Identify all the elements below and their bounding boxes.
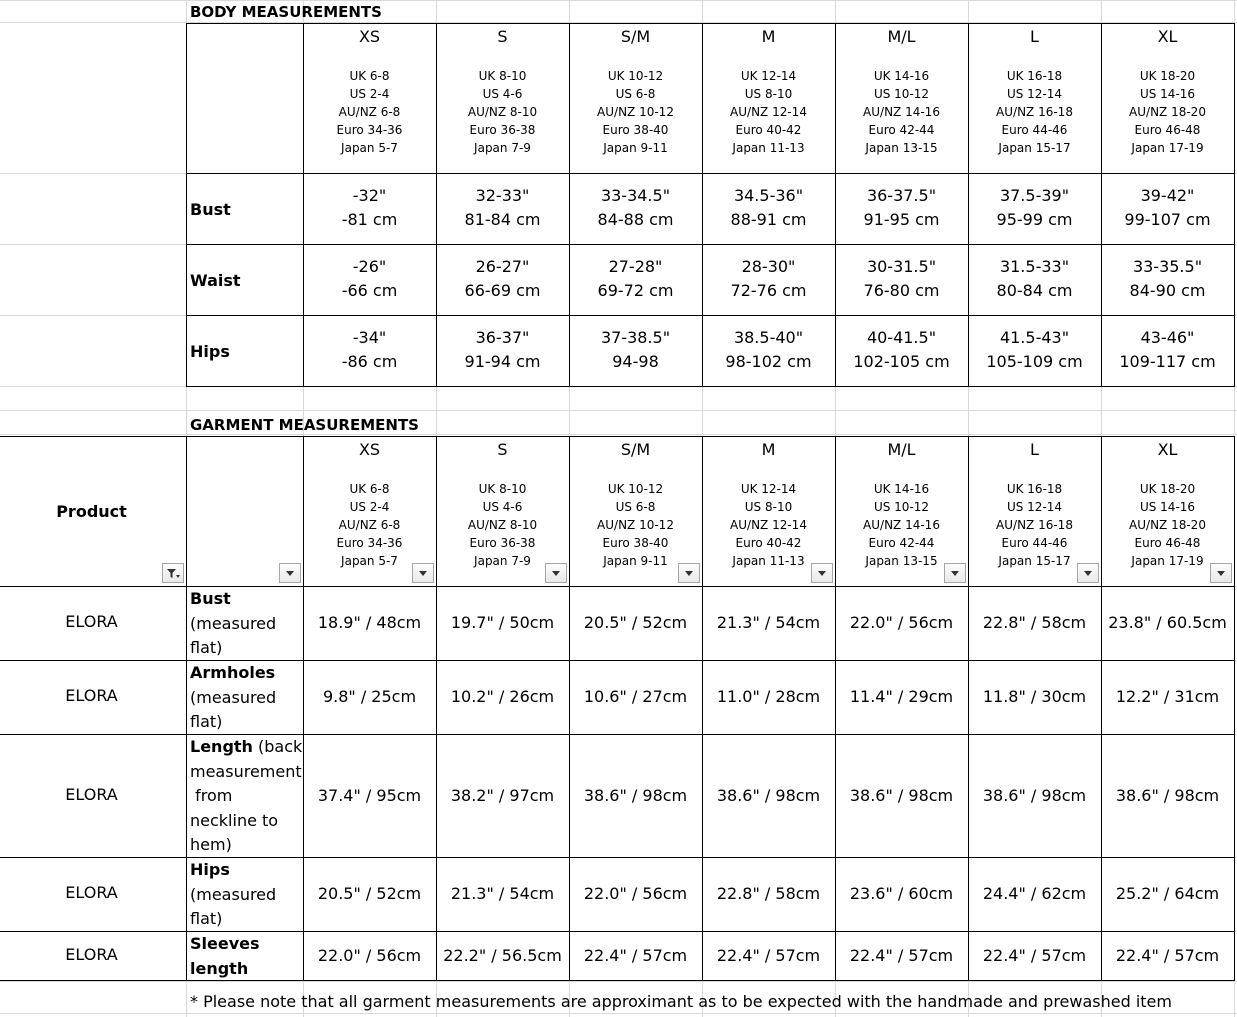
footnote: * Please note that all garment measurements are approximant as to be expected with the handmade and prewashed item: [190, 992, 1172, 1011]
size-name-s: S: [497, 27, 508, 46]
size-conversion: Japan 5-7: [341, 554, 398, 568]
garment-row-label: Bust (measured flat): [190, 589, 277, 657]
product-column-header: Product: [56, 502, 127, 521]
garment-measurement: 21.3" / 54cm: [450, 884, 555, 903]
body-section-title: BODY MEASUREMENTS: [190, 3, 382, 21]
dropdown-arrow-icon[interactable]: [1210, 563, 1232, 583]
measurement-inches: 41.5-43": [999, 328, 1070, 347]
size-conversion: Japan 5-7: [341, 141, 398, 155]
garment-measurement: 23.6" / 60cm: [849, 884, 954, 903]
size-conversion: Japan 7-9: [474, 554, 531, 568]
size-conversion: UK 12-14: [740, 482, 797, 496]
size-name-s-m: S/M: [620, 27, 651, 46]
measurement-inches: 32-33": [475, 186, 530, 205]
product-name: ELORA: [65, 686, 118, 705]
table-border: [186, 386, 1234, 387]
measurement-cm: 69-72 cm: [597, 281, 674, 300]
measurement-cm: -81 cm: [341, 210, 398, 229]
measurement-inches: 30-31.5": [866, 257, 937, 276]
size-conversion: AU/NZ 12-14: [730, 518, 807, 532]
measurement-inches: -26": [352, 257, 387, 276]
garment-measurement: 22.4" / 57cm: [583, 945, 688, 965]
size-conversion: AU/NZ 12-14: [730, 105, 807, 119]
size-conversion: UK 8-10: [478, 482, 527, 496]
measurement-inches: 37-38.5": [600, 328, 671, 347]
size-conversion: US 14-16: [1139, 87, 1196, 101]
size-conversion: US 2-4: [349, 500, 390, 514]
garment-row-label: Length (back measurement from neckline to hem): [190, 737, 303, 854]
measurement-cm: 84-88 cm: [597, 210, 674, 229]
dropdown-arrow-icon[interactable]: [412, 563, 434, 583]
size-conversion: Euro 42-44: [868, 536, 935, 550]
size-conversion: AU/NZ 14-16: [863, 105, 940, 119]
garment-measurement: 10.6" / 27cm: [583, 687, 688, 706]
size-conversion: UK 10-12: [607, 69, 664, 83]
product-name: ELORA: [65, 883, 118, 902]
size-conversion: AU/NZ 6-8: [338, 105, 401, 119]
size-conversion: Japan 9-11: [603, 141, 668, 155]
garment-measurement: 20.5" / 52cm: [317, 884, 422, 903]
dropdown-arrow-icon[interactable]: [545, 563, 567, 583]
garment-row-label: Armholes (measured flat): [190, 663, 277, 731]
size-conversion: Euro 38-40: [602, 123, 669, 137]
size-conversion: Euro 40-42: [735, 536, 802, 550]
size-conversion: US 12-14: [1006, 500, 1063, 514]
measurement-cm: 95-99 cm: [996, 210, 1073, 229]
measurement-cm: 88-91 cm: [730, 210, 807, 229]
garment-measurement: 22.4" / 57cm: [849, 945, 954, 965]
size-name-xs: XS: [358, 440, 381, 459]
garment-measurement: 22.8" / 58cm: [716, 884, 821, 903]
garment-measurement: 38.6" / 98cm: [716, 785, 821, 805]
measurement-inches: 36-37.5": [866, 186, 937, 205]
size-conversion: US 10-12: [873, 500, 930, 514]
garment-measurement: 38.6" / 98cm: [583, 785, 688, 805]
size-conversion: UK 12-14: [740, 69, 797, 83]
size-conversion: AU/NZ 18-20: [1129, 518, 1206, 532]
measurement-cm: 72-76 cm: [730, 281, 807, 300]
garment-measurement: 22.0" / 56cm: [583, 884, 688, 903]
measurement-inches: 36-37": [475, 328, 530, 347]
size-conversion: UK 16-18: [1006, 69, 1063, 83]
size-conversion: Euro 44-46: [1001, 123, 1068, 137]
dropdown-arrow-icon[interactable]: [678, 563, 700, 583]
table-border: [186, 173, 1234, 174]
size-conversion: US 6-8: [615, 500, 656, 514]
product-name: ELORA: [65, 612, 118, 631]
measurement-inches: -34": [352, 328, 387, 347]
size-conversion: Japan 11-13: [732, 141, 805, 155]
size-conversion: UK 14-16: [873, 69, 930, 83]
size-conversion: Japan 15-17: [998, 554, 1071, 568]
size-name-m-l: M/L: [887, 440, 916, 459]
table-border: [186, 315, 1234, 316]
table-border: [1234, 436, 1235, 981]
size-conversion: UK 10-12: [607, 482, 664, 496]
size-conversion: US 12-14: [1006, 87, 1063, 101]
measurement-inches: 31.5-33": [999, 257, 1070, 276]
measurement-cm: 99-107 cm: [1124, 210, 1211, 229]
garment-measurement: 11.8" / 30cm: [982, 687, 1087, 706]
garment-measurement: 22.4" / 57cm: [716, 945, 821, 965]
measurement-inches: 43-46": [1140, 328, 1195, 347]
garment-measurement: 21.3" / 54cm: [716, 613, 821, 632]
garment-measurement: 9.8" / 25cm: [322, 687, 417, 706]
product-name: ELORA: [65, 944, 118, 964]
measurement-cm: 84-90 cm: [1129, 281, 1206, 300]
size-conversion: Japan 13-15: [865, 141, 938, 155]
garment-measurement: 38.2" / 97cm: [450, 785, 555, 805]
dropdown-arrow-icon[interactable]: [944, 563, 966, 583]
size-conversion: AU/NZ 10-12: [597, 518, 674, 532]
size-conversion: US 8-10: [744, 500, 793, 514]
dropdown-arrow-icon[interactable]: [1077, 563, 1099, 583]
measurement-inches: -32": [352, 186, 387, 205]
garment-measurement: 38.6" / 98cm: [982, 785, 1087, 805]
size-conversion: AU/NZ 14-16: [863, 518, 940, 532]
measurement-cm: 98-102 cm: [725, 352, 812, 371]
measurement-inches: 26-27": [475, 257, 530, 276]
measurement-inches: 27-28": [608, 257, 663, 276]
measurement-inches: 33-34.5": [600, 186, 671, 205]
size-conversion: UK 6-8: [349, 69, 390, 83]
garment-section-title: GARMENT MEASUREMENTS: [190, 416, 419, 434]
size-conversion: US 10-12: [873, 87, 930, 101]
size-name-m: M: [761, 440, 776, 459]
garment-measurement: 11.0" / 28cm: [716, 687, 821, 706]
size-conversion: US 4-6: [482, 87, 523, 101]
funnel-filter-icon[interactable]: [162, 563, 184, 583]
size-conversion: Euro 46-48: [1134, 536, 1201, 550]
size-conversion: Japan 7-9: [474, 141, 531, 155]
measurement-cm: 102-105 cm: [853, 352, 950, 371]
table-border: [186, 23, 187, 387]
garment-measurement: 22.4" / 57cm: [982, 945, 1087, 965]
size-conversion: AU/NZ 8-10: [467, 518, 538, 532]
garment-measurement: 37.4" / 95cm: [317, 785, 422, 805]
measurement-cm: -86 cm: [341, 352, 398, 371]
size-conversion: UK 14-16: [873, 482, 930, 496]
size-conversion: UK 18-20: [1139, 69, 1196, 83]
size-conversion: AU/NZ 8-10: [467, 105, 538, 119]
size-name-xs: XS: [358, 27, 381, 46]
size-conversion: Euro 40-42: [735, 123, 802, 137]
table-border: [186, 244, 1234, 245]
size-conversion: Euro 36-38: [469, 536, 536, 550]
size-conversion: Euro 46-48: [1134, 123, 1201, 137]
size-conversion: US 6-8: [615, 87, 656, 101]
garment-measurement: 19.7" / 50cm: [450, 613, 555, 632]
measurement-cm: 105-109 cm: [986, 352, 1083, 371]
product-name: ELORA: [65, 784, 118, 804]
garment-measurement: 11.4" / 29cm: [849, 687, 954, 706]
garment-measurement: 22.0" / 56cm: [317, 945, 422, 965]
size-conversion: Japan 9-11: [603, 554, 668, 568]
size-name-s-m: S/M: [620, 440, 651, 459]
size-conversion: UK 18-20: [1139, 482, 1196, 496]
garment-row-label: Sleeves length: [190, 934, 260, 978]
garment-row-label: Hips (measured flat): [190, 860, 277, 928]
size-conversion: Japan 11-13: [732, 554, 805, 568]
measurement-cm: 76-80 cm: [863, 281, 940, 300]
measurement-inches: 34.5-36": [733, 186, 804, 205]
size-conversion: AU/NZ 6-8: [338, 518, 401, 532]
garment-measurement: 38.6" / 98cm: [849, 785, 954, 805]
gridline-horizontal: [0, 315, 186, 316]
garment-measurement: 24.4" / 62cm: [982, 884, 1087, 903]
size-conversion: US 2-4: [349, 87, 390, 101]
size-name-m-l: M/L: [887, 27, 916, 46]
row-label-bust: Bust: [190, 200, 231, 219]
size-conversion: Japan 17-19: [1131, 554, 1204, 568]
size-conversion: Japan 15-17: [998, 141, 1071, 155]
measurement-cm: 109-117 cm: [1119, 352, 1216, 371]
size-name-m: M: [761, 27, 776, 46]
gridline-horizontal: [0, 244, 186, 245]
row-label-waist: Waist: [190, 271, 241, 290]
size-name-l: L: [1030, 440, 1039, 459]
measurement-cm: 91-94 cm: [464, 352, 541, 371]
table-border: [186, 23, 1234, 24]
gridline-horizontal: [0, 173, 186, 174]
garment-measurement: 22.2" / 56.5cm: [443, 945, 562, 965]
size-conversion: AU/NZ 16-18: [996, 105, 1073, 119]
garment-measurement: 25.2" / 64cm: [1115, 884, 1220, 903]
garment-measurement: 20.5" / 52cm: [583, 613, 688, 632]
measurement-inches: 39-42": [1140, 186, 1195, 205]
garment-measurement: 10.2" / 26cm: [450, 687, 555, 706]
measurement-inches: 28-30": [741, 257, 796, 276]
garment-measurement: 38.6" / 98cm: [1115, 785, 1220, 805]
measurement-cm: -66 cm: [341, 281, 398, 300]
measurement-inches: 37.5-39": [999, 186, 1070, 205]
size-name-xl: XL: [1157, 440, 1178, 459]
size-conversion: US 8-10: [744, 87, 793, 101]
size-conversion: Euro 34-36: [336, 123, 403, 137]
measurement-cm: 94-98: [612, 352, 659, 371]
measurement-inches: 40-41.5": [866, 328, 937, 347]
measurement-cm: 91-95 cm: [863, 210, 940, 229]
size-conversion: US 4-6: [482, 500, 523, 514]
size-conversion: UK 6-8: [349, 482, 390, 496]
garment-measurement: 23.8" / 60.5cm: [1108, 613, 1227, 632]
garment-measurement: 12.2" / 31cm: [1115, 687, 1220, 706]
measurement-inches: 33-35.5": [1132, 257, 1203, 276]
size-conversion: Euro 44-46: [1001, 536, 1068, 550]
garment-measurement: 22.4" / 57cm: [1115, 945, 1220, 965]
measurement-cm: 81-84 cm: [464, 210, 541, 229]
dropdown-arrow-icon[interactable]: [279, 563, 301, 583]
size-conversion: Japan 17-19: [1131, 141, 1204, 155]
measurement-cm: 66-69 cm: [464, 281, 541, 300]
size-conversion: Euro 34-36: [336, 536, 403, 550]
size-name-s: S: [497, 440, 508, 459]
size-conversion: Euro 38-40: [602, 536, 669, 550]
garment-measurement: 22.0" / 56cm: [849, 613, 954, 632]
size-conversion: Euro 36-38: [469, 123, 536, 137]
size-conversion: Japan 13-15: [865, 554, 938, 568]
measurement-inches: 38.5-40": [733, 328, 804, 347]
row-label-hips: Hips: [190, 342, 230, 361]
size-conversion: UK 16-18: [1006, 482, 1063, 496]
table-border: [1234, 23, 1235, 387]
dropdown-arrow-icon[interactable]: [811, 563, 833, 583]
measurement-cm: 80-84 cm: [996, 281, 1073, 300]
size-conversion: Euro 42-44: [868, 123, 935, 137]
garment-measurement: 22.8" / 58cm: [982, 613, 1087, 632]
size-conversion: AU/NZ 18-20: [1129, 105, 1206, 119]
size-conversion: AU/NZ 10-12: [597, 105, 674, 119]
size-name-l: L: [1030, 27, 1039, 46]
size-conversion: UK 8-10: [478, 69, 527, 83]
size-conversion: AU/NZ 16-18: [996, 518, 1073, 532]
size-conversion: US 14-16: [1139, 500, 1196, 514]
garment-measurement: 18.9" / 48cm: [317, 613, 422, 632]
table-border: [186, 436, 187, 981]
size-name-xl: XL: [1157, 27, 1178, 46]
